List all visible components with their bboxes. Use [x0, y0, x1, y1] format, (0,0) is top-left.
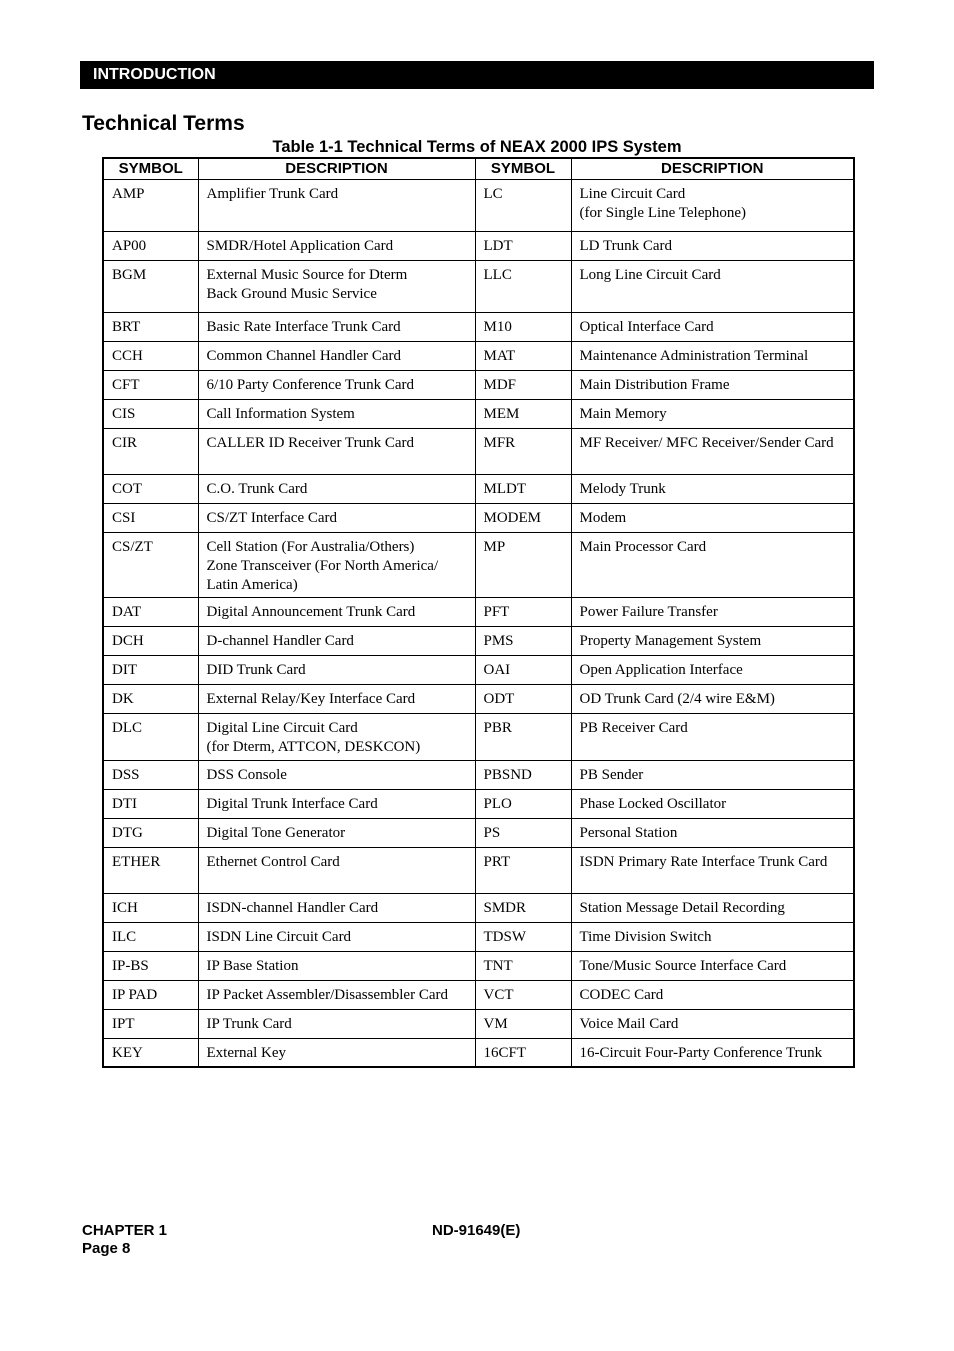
- symbol-cell: ILC: [103, 922, 198, 951]
- description-cell: PB Sender: [571, 760, 854, 789]
- table-row: [103, 1009, 854, 1038]
- description-cell: Digital Tone Generator: [198, 818, 475, 847]
- description-cell: IP Packet Assembler/Disassembler Card: [198, 980, 475, 1009]
- symbol-cell: TNT: [475, 951, 571, 980]
- symbol-cell: PS: [475, 818, 571, 847]
- description-cell: Main Distribution Frame: [571, 370, 854, 399]
- symbol-cell: PMS: [475, 626, 571, 655]
- description-cell: CALLER ID Receiver Trunk Card: [198, 428, 475, 474]
- symbol-cell: LC: [475, 179, 571, 231]
- symbol-cell: ODT: [475, 684, 571, 713]
- description-cell: ISDN Line Circuit Card: [198, 922, 475, 951]
- description-cell: Digital Line Circuit Card (for Dterm, ATTCON, DESKCON): [198, 713, 475, 760]
- table-row: [103, 1038, 854, 1067]
- symbol-cell: IP-BS: [103, 951, 198, 980]
- description-cell: OD Trunk Card (2/4 wire E&M): [571, 684, 854, 713]
- symbol-cell: LLC: [475, 260, 571, 312]
- table-row: [103, 847, 854, 893]
- symbol-cell: M10: [475, 312, 571, 341]
- description-cell: Call Information System: [198, 399, 475, 428]
- description-cell: 6/10 Party Conference Trunk Card: [198, 370, 475, 399]
- table-row: [103, 179, 854, 231]
- table-row: [103, 626, 854, 655]
- description-cell: IP Trunk Card: [198, 1009, 475, 1038]
- description-cell: SMDR/Hotel Application Card: [198, 231, 475, 260]
- table-row: [103, 760, 854, 789]
- section-header-bar: [80, 61, 874, 89]
- description-cell: 16-Circuit Four-Party Conference Trunk: [571, 1038, 854, 1067]
- table-row: [103, 474, 854, 503]
- symbol-cell: SMDR: [475, 893, 571, 922]
- description-cell: Ethernet Control Card: [198, 847, 475, 893]
- symbol-cell: DTG: [103, 818, 198, 847]
- symbol-cell: IPT: [103, 1009, 198, 1038]
- table-row: [103, 312, 854, 341]
- table-row: [103, 370, 854, 399]
- table-row: [103, 684, 854, 713]
- section-header-label: INTRODUCTION: [93, 66, 216, 83]
- symbol-cell: CSI: [103, 503, 198, 532]
- symbol-cell: 16CFT: [475, 1038, 571, 1067]
- symbol-cell: PBR: [475, 713, 571, 760]
- symbol-cell: DK: [103, 684, 198, 713]
- description-cell: PB Receiver Card: [571, 713, 854, 760]
- column-header-description: DESCRIPTION: [571, 158, 854, 179]
- symbol-cell: LDT: [475, 231, 571, 260]
- description-cell: C.O. Trunk Card: [198, 474, 475, 503]
- symbol-cell: TDSW: [475, 922, 571, 951]
- symbol-cell: CCH: [103, 341, 198, 370]
- description-cell: Property Management System: [571, 626, 854, 655]
- description-cell: LD Trunk Card: [571, 231, 854, 260]
- table-row: [103, 428, 854, 474]
- table-row: [103, 597, 854, 626]
- description-cell: Personal Station: [571, 818, 854, 847]
- footer-chapter: CHAPTER 1: [82, 1222, 168, 1239]
- description-cell: CS/ZT Interface Card: [198, 503, 475, 532]
- symbol-cell: MEM: [475, 399, 571, 428]
- table-body: [103, 179, 854, 1067]
- table-row: [103, 655, 854, 684]
- table-row: [103, 341, 854, 370]
- table-row: [103, 922, 854, 951]
- symbol-cell: PFT: [475, 597, 571, 626]
- symbol-cell: DTI: [103, 789, 198, 818]
- table-row: [103, 713, 854, 760]
- symbol-cell: DCH: [103, 626, 198, 655]
- symbol-cell: MP: [475, 532, 571, 597]
- description-cell: Common Channel Handler Card: [198, 341, 475, 370]
- column-header-description: DESCRIPTION: [198, 158, 475, 179]
- symbol-cell: CIR: [103, 428, 198, 474]
- description-cell: Cell Station (For Australia/Others) Zone Transceiver (For North America/ Latin America): [198, 532, 475, 597]
- symbol-cell: DSS: [103, 760, 198, 789]
- description-cell: Time Division Switch: [571, 922, 854, 951]
- description-cell: Digital Trunk Interface Card: [198, 789, 475, 818]
- description-cell: Main Processor Card: [571, 532, 854, 597]
- table-row: [103, 503, 854, 532]
- description-cell: ISDN-channel Handler Card: [198, 893, 475, 922]
- symbol-cell: PRT: [475, 847, 571, 893]
- table-row: [103, 399, 854, 428]
- description-cell: CODEC Card: [571, 980, 854, 1009]
- symbol-cell: MAT: [475, 341, 571, 370]
- symbol-cell: AP00: [103, 231, 198, 260]
- symbol-cell: CIS: [103, 399, 198, 428]
- symbol-cell: ETHER: [103, 847, 198, 893]
- symbol-cell: AMP: [103, 179, 198, 231]
- description-cell: Maintenance Administration Terminal: [571, 341, 854, 370]
- table-row: [103, 893, 854, 922]
- description-cell: Digital Announcement Trunk Card: [198, 597, 475, 626]
- table-row: [103, 260, 854, 312]
- footer-chapter-block: [82, 1222, 167, 1258]
- symbol-cell: VCT: [475, 980, 571, 1009]
- symbol-cell: MLDT: [475, 474, 571, 503]
- description-cell: Long Line Circuit Card: [571, 260, 854, 312]
- description-cell: Melody Trunk: [571, 474, 854, 503]
- description-cell: Modem: [571, 503, 854, 532]
- symbol-cell: BGM: [103, 260, 198, 312]
- description-cell: Amplifier Trunk Card: [198, 179, 475, 231]
- description-cell: External Music Source for Dterm Back Ground Music Service: [198, 260, 475, 312]
- description-cell: DID Trunk Card: [198, 655, 475, 684]
- symbol-cell: PBSND: [475, 760, 571, 789]
- column-header-symbol: SYMBOL: [475, 158, 571, 179]
- page-title: Technical Terms: [82, 112, 245, 135]
- description-cell: Station Message Detail Recording: [571, 893, 854, 922]
- description-cell: External Key: [198, 1038, 475, 1067]
- table-header-row: [103, 158, 854, 179]
- symbol-cell: MDF: [475, 370, 571, 399]
- table-row: [103, 231, 854, 260]
- description-cell: Tone/Music Source Interface Card: [571, 951, 854, 980]
- table-row: [103, 951, 854, 980]
- symbol-cell: DIT: [103, 655, 198, 684]
- description-cell: Line Circuit Card (for Single Line Telephone): [571, 179, 854, 231]
- symbol-cell: OAI: [475, 655, 571, 684]
- table-row: [103, 818, 854, 847]
- symbol-cell: MFR: [475, 428, 571, 474]
- table-row: [103, 789, 854, 818]
- footer-page-number: Page 8: [82, 1240, 131, 1257]
- symbol-cell: BRT: [103, 312, 198, 341]
- symbol-cell: KEY: [103, 1038, 198, 1067]
- symbol-cell: CS/ZT: [103, 532, 198, 597]
- description-cell: Voice Mail Card: [571, 1009, 854, 1038]
- symbol-cell: IP PAD: [103, 980, 198, 1009]
- symbol-cell: DLC: [103, 713, 198, 760]
- description-cell: Main Memory: [571, 399, 854, 428]
- footer-doc-id: ND-91649(E): [432, 1222, 521, 1239]
- description-cell: IP Base Station: [198, 951, 475, 980]
- description-cell: D-channel Handler Card: [198, 626, 475, 655]
- description-cell: ISDN Primary Rate Interface Trunk Card: [571, 847, 854, 893]
- description-cell: Basic Rate Interface Trunk Card: [198, 312, 475, 341]
- symbol-cell: MODEM: [475, 503, 571, 532]
- description-cell: Optical Interface Card: [571, 312, 854, 341]
- description-cell: DSS Console: [198, 760, 475, 789]
- description-cell: Power Failure Transfer: [571, 597, 854, 626]
- description-cell: External Relay/Key Interface Card: [198, 684, 475, 713]
- description-cell: Open Application Interface: [571, 655, 854, 684]
- symbol-cell: PLO: [475, 789, 571, 818]
- table-row: [103, 532, 854, 597]
- technical-terms-table: [102, 157, 855, 1068]
- symbol-cell: ICH: [103, 893, 198, 922]
- table-caption: Table 1-1 Technical Terms of NEAX 2000 IPS System: [272, 138, 682, 156]
- table-row: [103, 980, 854, 1009]
- description-cell: MF Receiver/ MFC Receiver/Sender Card: [571, 428, 854, 474]
- symbol-cell: COT: [103, 474, 198, 503]
- symbol-cell: CFT: [103, 370, 198, 399]
- column-header-symbol: SYMBOL: [103, 158, 198, 179]
- symbol-cell: VM: [475, 1009, 571, 1038]
- symbol-cell: DAT: [103, 597, 198, 626]
- description-cell: Phase Locked Oscillator: [571, 789, 854, 818]
